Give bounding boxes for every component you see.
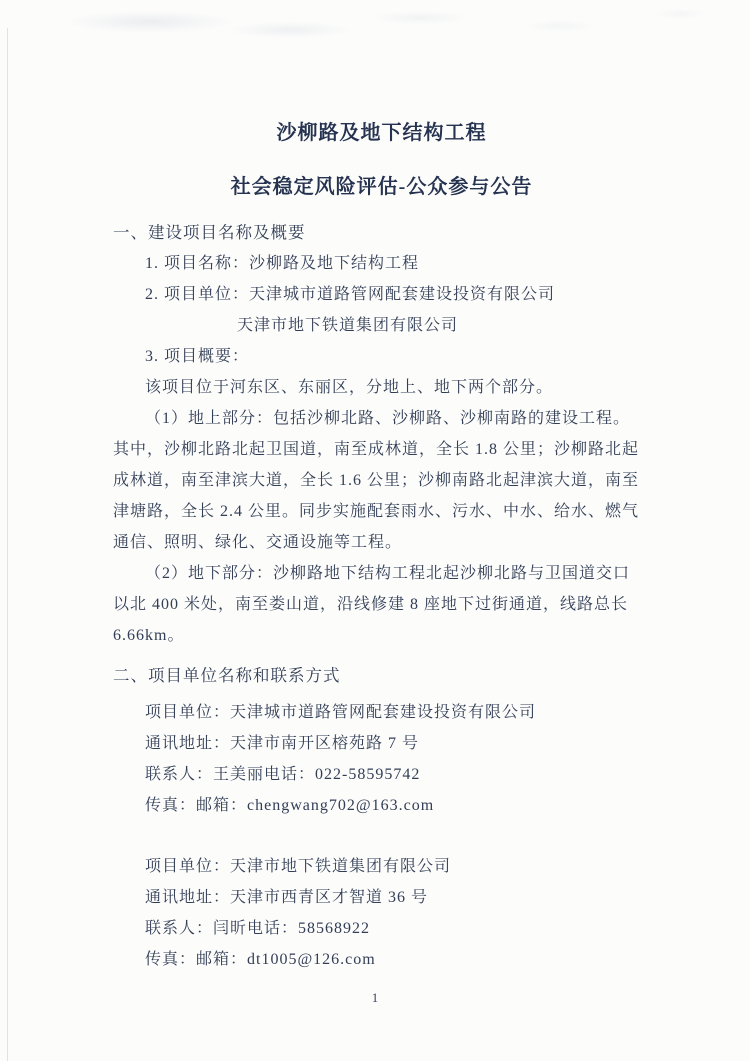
above-ground-line-5: 通信、照明、绿化、交通设施等工程。 bbox=[113, 534, 403, 551]
project-unit2-line: 天津市地下铁道集团有限公司 bbox=[237, 317, 459, 334]
unit2-fax-email-line: 传真：邮箱：dt1005@126.com bbox=[145, 951, 376, 968]
above-ground-line-1: （1）地上部分：包括沙柳北路、沙柳路、沙柳南路的建设工程。 bbox=[145, 410, 631, 427]
project-summary-label-line: 3. 项目概要： bbox=[145, 348, 250, 365]
scan-smudge-artifact bbox=[0, 0, 750, 60]
document-subtitle: 社会稳定风险评估-公众参与公告 bbox=[230, 176, 533, 198]
page-edge-artifact bbox=[7, 28, 8, 1061]
section1-heading: 一、建设项目名称及概要 bbox=[113, 223, 306, 242]
section2-heading: 二、项目单位名称和联系方式 bbox=[113, 666, 341, 685]
unit2-address-line: 通讯地址：天津市西青区才智道 36 号 bbox=[145, 889, 429, 906]
contact-block-unit2 bbox=[113, 851, 650, 975]
project-unit-line: 2. 项目单位：天津城市道路管网配套建设投资有限公司 bbox=[145, 286, 556, 303]
underground-line-2: 以北 400 米处，南至娄山道，沿线修建 8 座地下过街通道，线路总长 bbox=[113, 596, 629, 613]
page-number: 1 bbox=[371, 990, 379, 1005]
above-ground-line-3: 成林道，南至津滨大道，全长 1.6 公里；沙柳南路北起津滨大道，南至 bbox=[113, 472, 640, 489]
unit1-name-line: 项目单位：天津城市道路管网配套建设投资有限公司 bbox=[145, 704, 537, 721]
summary-location-line: 该项目位于河东区、东丽区，分地上、地下两个部分。 bbox=[145, 379, 554, 396]
project-name-line: 1. 项目名称：沙柳路及地下结构工程 bbox=[145, 255, 420, 272]
unit1-address-line: 通讯地址：天津市南开区榕苑路 7 号 bbox=[145, 735, 420, 752]
document-title: 沙柳路及地下结构工程 bbox=[276, 122, 487, 144]
above-ground-line-2: 其中，沙柳北路北起卫国道，南至成林道，全长 1.8 公里；沙柳路北起 bbox=[113, 441, 640, 458]
unit1-fax-email-line: 传真：邮箱：chengwang702@163.com bbox=[145, 797, 435, 814]
underground-line-1: （2）地下部分：沙柳路地下结构工程北起沙柳北路与卫国道交口 bbox=[145, 565, 631, 582]
unit2-contact-line: 联系人：闫昕电话：58568922 bbox=[145, 920, 371, 937]
above-ground-line-4: 津塘路，全长 2.4 公里。同步实施配套雨水、污水、中水、给水、燃气 bbox=[113, 503, 640, 520]
contact-block-unit1 bbox=[113, 697, 650, 821]
unit2-name-line: 项目单位：天津市地下铁道集团有限公司 bbox=[145, 858, 452, 875]
underground-line-3: 6.66km。 bbox=[113, 627, 185, 644]
unit1-contact-line: 联系人：王美丽电话：022-58595742 bbox=[145, 766, 421, 783]
